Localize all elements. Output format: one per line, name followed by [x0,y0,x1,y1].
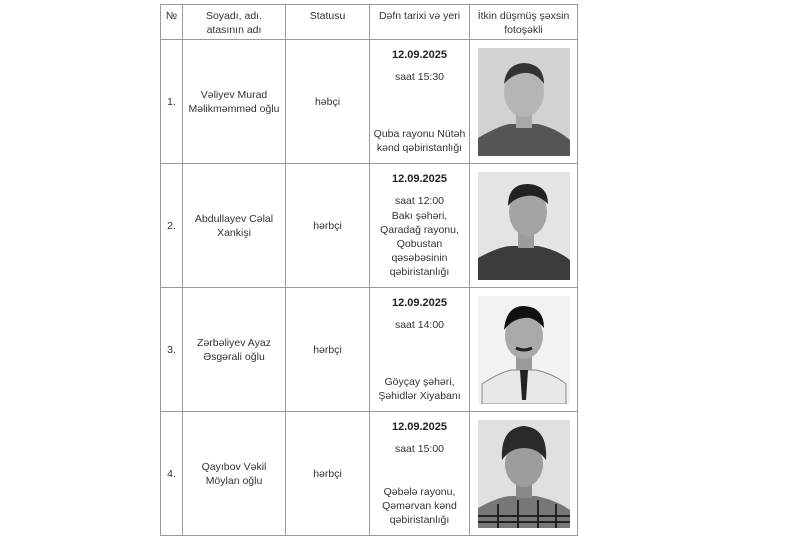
row-burial [370,164,470,288]
row-burial [370,288,470,412]
table-header-row [161,5,578,40]
row-name: Qayıbov Vəkil Möylan oğlu [183,412,286,536]
portrait-photo [478,48,570,156]
row-name: Abdullayev Cəlal Xankişi [183,164,286,288]
row-status: həbçi [286,40,370,164]
table-row [161,288,578,412]
header-photo: İtkin düşmüş şəxsin fotoşəkli [470,5,578,40]
burial-place: Bakı şəhəri, Qaradağ rayonu, Qobustan qəsəbəsinin qəbiristanlığı [380,210,459,278]
header-burial: Dəfn tarixi və yeri [370,5,470,40]
table-row [161,164,578,288]
burial-time: saat 15:30 [394,71,445,83]
burial-place: Qəbələ rayonu, Qəmərvan kənd qəbiristanlığı [382,486,457,526]
burial-time: saat 12:00 [394,195,445,207]
burial-date: 12.09.2025 [391,421,448,433]
row-photo [470,412,578,536]
row-burial [370,412,470,536]
row-photo [470,40,578,164]
row-burial [370,40,470,164]
portrait-photo [478,420,570,528]
burial-place: Göyçay şəhəri, Şəhidlər Xiyabanı [378,376,461,402]
row-name: Zərbəliyev Ayaz Əsgərali oğlu [183,288,286,412]
burial-time: saat 15:00 [394,443,445,455]
table-row [161,412,578,536]
burial-place: Quba rayonu Nütəh kənd qəbiristanlığı [373,128,466,154]
header-num: № [161,5,183,40]
burial-date: 12.09.2025 [391,173,448,185]
row-num: 3. [161,288,183,412]
row-status: hərbçi [286,412,370,536]
row-num: 2. [161,164,183,288]
header-name: Soyadı, adı. atasının adı [183,5,286,40]
burial-time: saat 14:00 [394,319,445,331]
table-row [161,40,578,164]
memorial-table [160,4,578,536]
row-status: hərbçi [286,164,370,288]
row-num: 4. [161,412,183,536]
row-photo [470,288,578,412]
portrait-photo [478,296,570,404]
row-status: hərbçi [286,288,370,412]
burial-date: 12.09.2025 [391,297,448,309]
burial-date: 12.09.2025 [391,49,448,61]
row-photo [470,164,578,288]
row-name: Vəliyev Murad Məlikməmməd oğlu [183,40,286,164]
header-status: Statusu [286,5,370,40]
portrait-photo [478,172,570,280]
row-num: 1. [161,40,183,164]
